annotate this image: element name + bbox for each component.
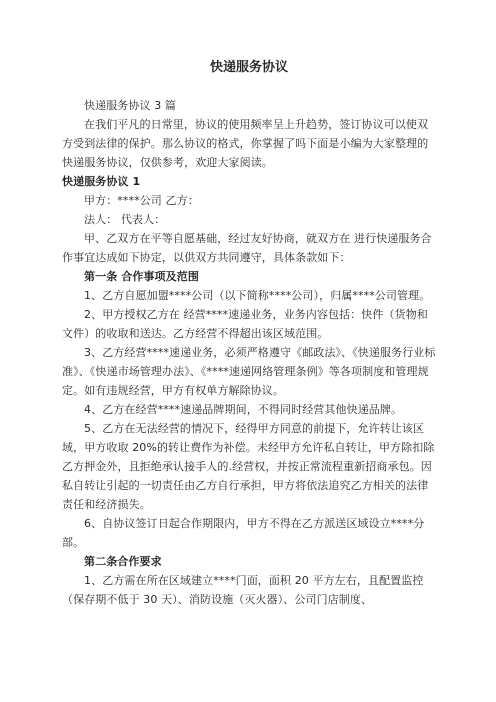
clause-1-2: 2、甲方授权乙方在 经营****速递业务，业务内容包括：快件（货物和文件）的收取和送达。乙方经营不得超出该区域范围。 <box>62 308 428 340</box>
clause-1-5: 5、乙方在无法经营的情况下，经得甲方同意的前提下，允许转让该区域，甲方收取 20%的转让费作为补偿。未经甲方允许私自转让，甲方除扣除乙方押金外，且拒绝承认接手人的.经营权，并按正常流程重新招商承包。因私自转让引起的一切责任由乙方自行承担，甲方将依法追究乙方相关的法律责任和经济损失。 <box>62 422 435 511</box>
clause-1-4: 4、乙方在经营****速递品牌期间，不得同时经营其他快递品牌。 <box>84 403 403 416</box>
paragraph-legal-representative: 法人： 代表人： <box>84 213 166 226</box>
clause-1-3: 3、乙方经营****速递业务，必须严格遵守《邮政法》、《快递服务行业标准》、《快递市场管理办法》、《****速递网络管理条例》等各项制度和管理规定。如有违规经营，甲方有权单方解除协议。 <box>62 346 436 397</box>
paragraph-intro: 在我们平凡的日常里，协议的使用频率呈上升趋势，签订协议可以使双方受到法律的保护。那么协议的格式，你掌握了吗下面是小编为大家整理的快递服务协议，仅供参考，欢迎大家阅读。 <box>62 118 429 169</box>
clause-1-6: 6、自协议签订日起合作期限内，甲方不得在乙方派送区域设立****分部。 <box>62 517 425 549</box>
section-heading-agreement-1: 快递服务协议 1 <box>62 175 141 188</box>
document-title: 快递服务协议 <box>209 60 288 75</box>
clause-1-1: 1、乙方自愿加盟****公司（以下简称****公司），归属****公司管理。 <box>84 289 431 302</box>
paragraph-preamble: 甲、乙双方在平等自愿基础，经过友好协商，就双方在 进行快递服务合作事宜达成如下协定，以供双方共同遵守，具体条款如下： <box>62 232 432 264</box>
article-heading-2: 第二条合作要求 <box>84 555 162 568</box>
paragraph-party-a-b: 甲方：****公司 乙方： <box>84 194 199 207</box>
clause-2-1: 1、乙方需在所在区域建立****门面，面积 20 平方左右，且配置监控（保存期不低于 30 天）、消防设施（灭火器）、公司门店制度、 <box>62 574 424 606</box>
article-heading-1: 第一条 合作事项及范围 <box>84 270 199 283</box>
paragraph-subtitle: 快递服务协议 3 篇 <box>84 99 176 112</box>
